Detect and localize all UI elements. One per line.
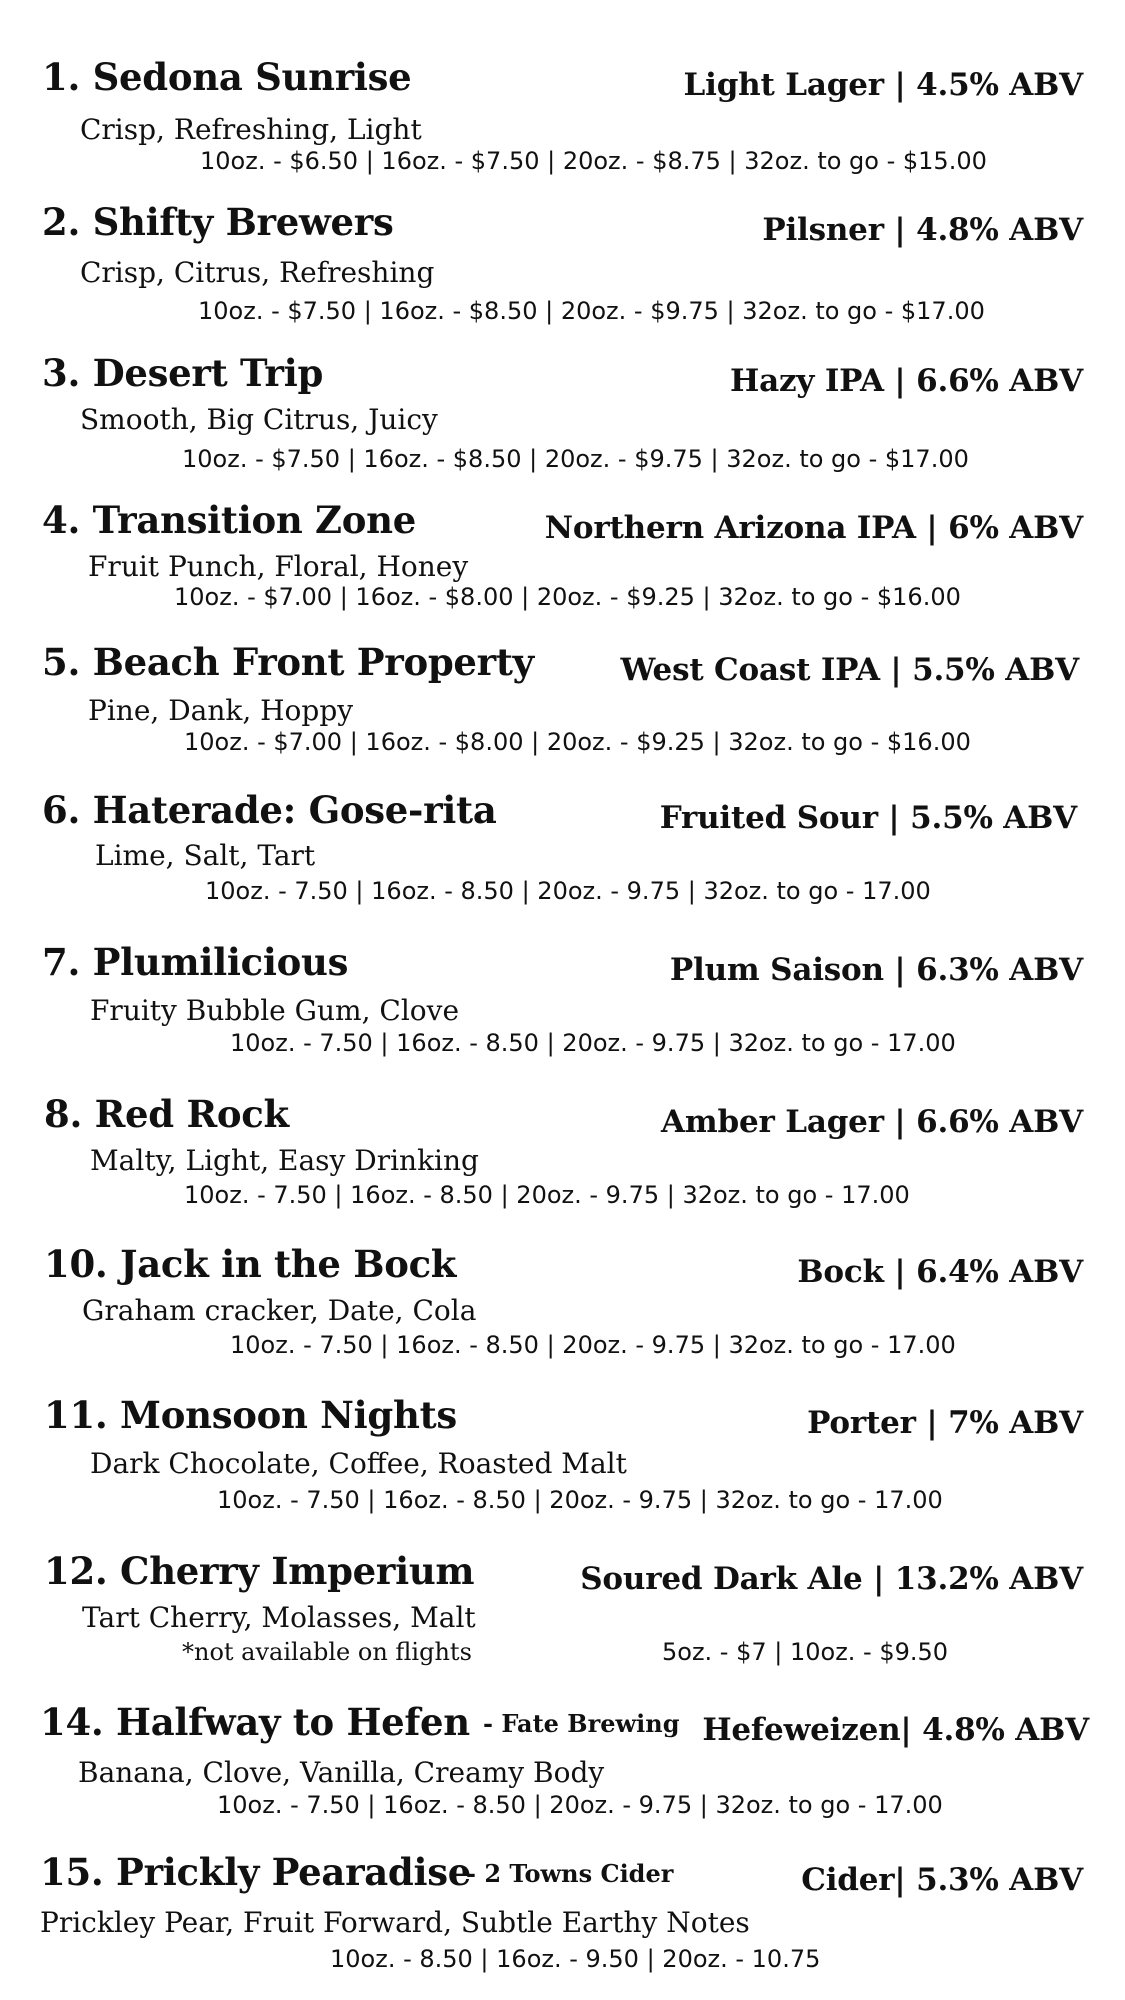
tasting-notes: Graham cracker, Date, Cola [82,1294,477,1327]
tasting-notes: Fruity Bubble Gum, Clove [90,994,460,1027]
beer-style: West Coast IPA | 5.5% ABV [620,652,1079,688]
tasting-notes: Banana, Clove, Vanilla, Creamy Body [78,1756,605,1789]
beer-name: 4. Transition Zone [42,498,416,542]
price-list: 10oz. - 7.50 | 16oz. - 8.50 | 20oz. - 9.75 | 32oz. to go - 17.00 [230,1331,956,1359]
tasting-notes: Malty, Light, Easy Drinking [90,1144,479,1177]
menu-item [0,1393,1125,1543]
beer-style: Fruited Sour | 5.5% ABV [659,800,1077,836]
tasting-notes: Lime, Salt, Tart [95,839,316,872]
menu-item [0,200,1125,350]
beer-name: 5. Beach Front Property [42,640,534,684]
price-list: 10oz. - $6.50 | 16oz. - $7.50 | 20oz. - $8.75 | 32oz. to go - $15.00 [200,147,987,175]
tasting-notes: Prickley Pear, Fruit Forward, Subtle Earthy Notes [40,1906,750,1939]
beer-name: 14. Halfway to Hefen [40,1700,470,1744]
menu-item [0,1850,1125,2000]
beer-name: 11. Monsoon Nights [44,1393,457,1437]
beer-style: Light Lager | 4.5% ABV [683,67,1083,103]
price-list: 10oz. - $7.00 | 16oz. - $8.00 | 20oz. - $9.25 | 32oz. to go - $16.00 [174,583,961,611]
tasting-notes: Dark Chocolate, Coffee, Roasted Malt [90,1447,627,1480]
menu-item [0,940,1125,1090]
beer-style: Hefeweizen| 4.8% ABV [702,1712,1089,1748]
price-list: 10oz. - $7.50 | 16oz. - $8.50 | 20oz. - $9.75 | 32oz. to go - $17.00 [198,297,985,325]
menu-item [0,640,1125,790]
beer-name: 3. Desert Trip [42,351,324,395]
price-list: 10oz. - 7.50 | 16oz. - 8.50 | 20oz. - 9.75 | 32oz. to go - 17.00 [217,1486,943,1514]
beer-style: Porter | 7% ABV [807,1405,1083,1441]
price-list: 5oz. - $7 | 10oz. - $9.50 [662,1638,949,1666]
price-list: 10oz. - $7.00 | 16oz. - $8.00 | 20oz. - $9.25 | 32oz. to go - $16.00 [184,728,971,756]
beer-name: 10. Jack in the Bock [44,1242,457,1286]
tasting-notes: Pine, Dank, Hoppy [88,694,354,727]
tasting-notes: Fruit Punch, Floral, Honey [88,550,469,583]
beer-style: Northern Arizona IPA | 6% ABV [544,510,1083,546]
menu-item [0,788,1125,938]
menu-item [0,1549,1125,1699]
beer-style: Cider| 5.3% ABV [801,1862,1083,1898]
tasting-notes: Smooth, Big Citrus, Juicy [80,403,438,436]
beer-name: 7. Plumilicious [42,940,349,984]
tasting-notes: Crisp, Refreshing, Light [80,113,422,146]
menu-item [0,1242,1125,1392]
price-list: 10oz. - 7.50 | 16oz. - 8.50 | 20oz. - 9.75 | 32oz. to go - 17.00 [230,1029,956,1057]
beer-name: 8. Red Rock [44,1092,289,1136]
menu-item [0,1700,1125,1850]
price-list: 10oz. - 8.50 | 16oz. - 9.50 | 20oz. - 10.75 [330,1945,821,1973]
menu-item [0,351,1125,501]
beer-name: 6. Haterade: Gose-rita [42,788,497,832]
menu-item [0,498,1125,648]
beer-style: Bock | 6.4% ABV [797,1254,1083,1290]
price-list: 10oz. - $7.50 | 16oz. - $8.50 | 20oz. - $9.75 | 32oz. to go - $17.00 [182,445,969,473]
tasting-notes: Tart Cherry, Molasses, Malt [82,1601,476,1634]
beer-name: 1. Sedona Sunrise [42,55,412,99]
beer-name: 15. Prickly Pearadise [40,1850,472,1894]
price-list: 10oz. - 7.50 | 16oz. - 8.50 | 20oz. - 9.75 | 32oz. to go - 17.00 [217,1791,943,1819]
beer-style: Amber Lager | 6.6% ABV [661,1104,1083,1140]
beer-name: 2. Shifty Brewers [42,200,394,244]
menu-item [0,55,1125,205]
beer-style: Pilsner | 4.8% ABV [762,212,1083,248]
brewery-name: - 2 Towns Cider [466,1859,674,1888]
brewery-name: - Fate Brewing [483,1709,680,1738]
beer-style: Soured Dark Ale | 13.2% ABV [580,1561,1083,1597]
footnote: *not available on flights [182,1638,472,1666]
price-list: 10oz. - 7.50 | 16oz. - 8.50 | 20oz. - 9.75 | 32oz. to go - 17.00 [205,877,931,905]
beer-style: Plum Saison | 6.3% ABV [669,952,1083,988]
price-list: 10oz. - 7.50 | 16oz. - 8.50 | 20oz. - 9.75 | 32oz. to go - 17.00 [184,1181,910,1209]
beer-style: Hazy IPA | 6.6% ABV [730,363,1083,399]
tasting-notes: Crisp, Citrus, Refreshing [80,256,435,289]
beer-name: 12. Cherry Imperium [44,1549,475,1593]
menu-item [0,1092,1125,1242]
